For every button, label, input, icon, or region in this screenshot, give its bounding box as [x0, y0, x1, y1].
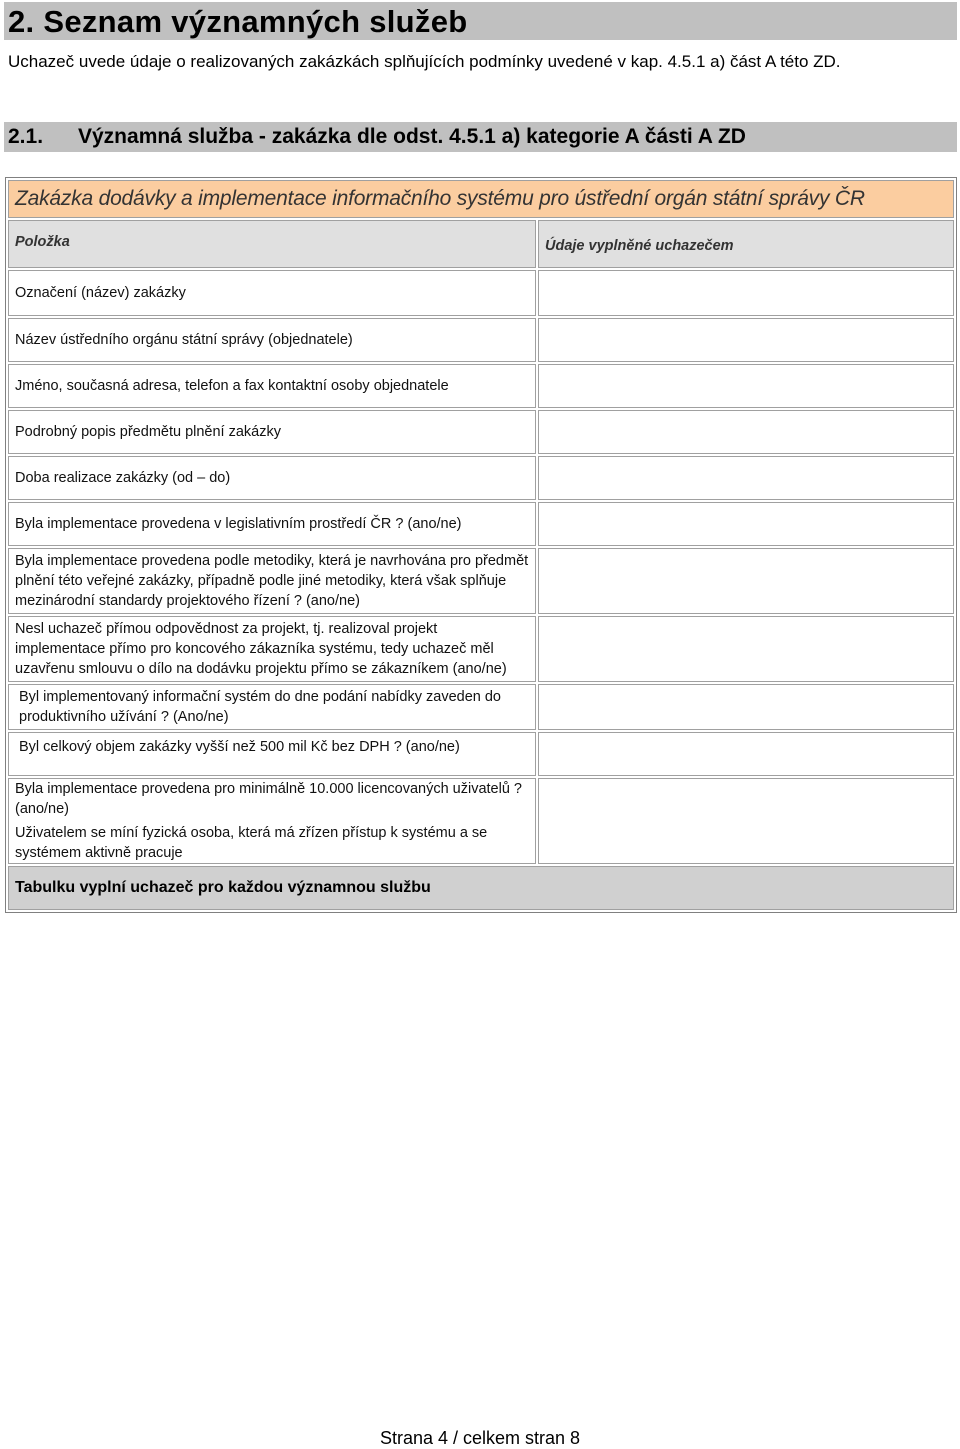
row-label-client-name: Název ústředního orgánu státní správy (objednatele) — [8, 318, 536, 362]
subsection-title: Významná služba - zakázka dle odst. 4.5.1 a) kategorie A části A ZD — [78, 125, 746, 148]
input-licensed-users[interactable] — [538, 778, 954, 864]
subsection-number: 2.1. — [8, 125, 44, 148]
row-label-total-volume: Byl celkový objem zakázky vyšší než 500 mil Kč bez DPH ? (ano/ne) — [8, 732, 536, 776]
table-row — [8, 318, 954, 362]
licensed-users-question: Byla implementace provedena pro minimálně 10.000 licencovaných uživatelů ? (ano/ne) — [15, 781, 522, 817]
input-legislative-env[interactable] — [538, 502, 954, 546]
input-contract-name[interactable] — [538, 270, 954, 316]
table-row — [8, 732, 954, 776]
row-label-direct-responsibility: Nesl uchazeč přímou odpovědnost za projekt, tj. realizoval projekt implementace přímo pro koncového zákazníka systému, tedy uchazeč měl uzavřenu smlouvu o dílo na dodávku projektu přímo se zákazníkem (ano/ne) — [8, 616, 536, 682]
table-row — [8, 502, 954, 546]
column-header-data: Údaje vyplněné uchazečem — [538, 220, 954, 268]
licensed-users-note: Uživatelem se míní fyzická osoba, která má zřízen přístup k systému a se systémem aktivně pracuje — [15, 825, 488, 861]
input-client-name[interactable] — [538, 318, 954, 362]
row-label-contact-person: Jméno, současná adresa, telefon a fax kontaktní osoby objednatele — [8, 364, 536, 408]
input-direct-responsibility[interactable] — [538, 616, 954, 682]
table-title: Zakázka dodávky a implementace informačního systému pro ústřední orgán státní správy ČR — [8, 180, 954, 218]
service-form-table — [5, 177, 957, 913]
table-footer-row — [8, 866, 954, 910]
table-header-row — [8, 220, 954, 268]
table-row — [8, 410, 954, 454]
row-label-duration: Doba realizace zakázky (od – do) — [8, 456, 536, 500]
table-row — [8, 364, 954, 408]
table-footer-note: Tabulku vyplní uchazeč pro každou významnou službu — [8, 866, 954, 910]
subsection-heading — [4, 122, 957, 152]
input-duration[interactable] — [538, 456, 954, 500]
table-row — [8, 684, 954, 730]
input-total-volume[interactable] — [538, 732, 954, 776]
section-heading: 2. Seznam významných služeb — [4, 2, 957, 40]
column-header-item: Položka — [8, 220, 536, 268]
row-label-methodology: Byla implementace provedena podle metodiky, která je navrhována pro předmět plnění této veřejné zakázky, případně podle jiné metodiky, která však splňuje mezinárodní standardy projektového řízení ? (ano/ne) — [8, 548, 536, 614]
table-row — [8, 548, 954, 614]
table-row — [8, 456, 954, 500]
row-label-productive-use: Byl implementovaný informační systém do dne podání nabídky zaveden do produktivního užívání ? (Ano/ne) — [8, 684, 536, 730]
input-productive-use[interactable] — [538, 684, 954, 730]
row-label-contract-name: Označení (název) zakázky — [8, 270, 536, 316]
row-label-description: Podrobný popis předmětu plnění zakázky — [8, 410, 536, 454]
row-label-legislative-env: Byla implementace provedena v legislativním prostředí ČR ? (ano/ne) — [8, 502, 536, 546]
section-intro: Uchazeč uvede údaje o realizovaných zakázkách splňujících podmínky uvedené v kap. 4.5.1 a) část A této ZD. — [8, 52, 841, 71]
table-row — [8, 270, 954, 316]
page-number: Strana 4 / celkem stran 8 — [379, 1428, 581, 1448]
table-row — [8, 778, 954, 864]
table-title-row — [8, 180, 954, 218]
input-methodology[interactable] — [538, 548, 954, 614]
input-description[interactable] — [538, 410, 954, 454]
input-contact-person[interactable] — [538, 364, 954, 408]
table-row — [8, 616, 954, 682]
row-label-licensed-users — [8, 778, 536, 864]
